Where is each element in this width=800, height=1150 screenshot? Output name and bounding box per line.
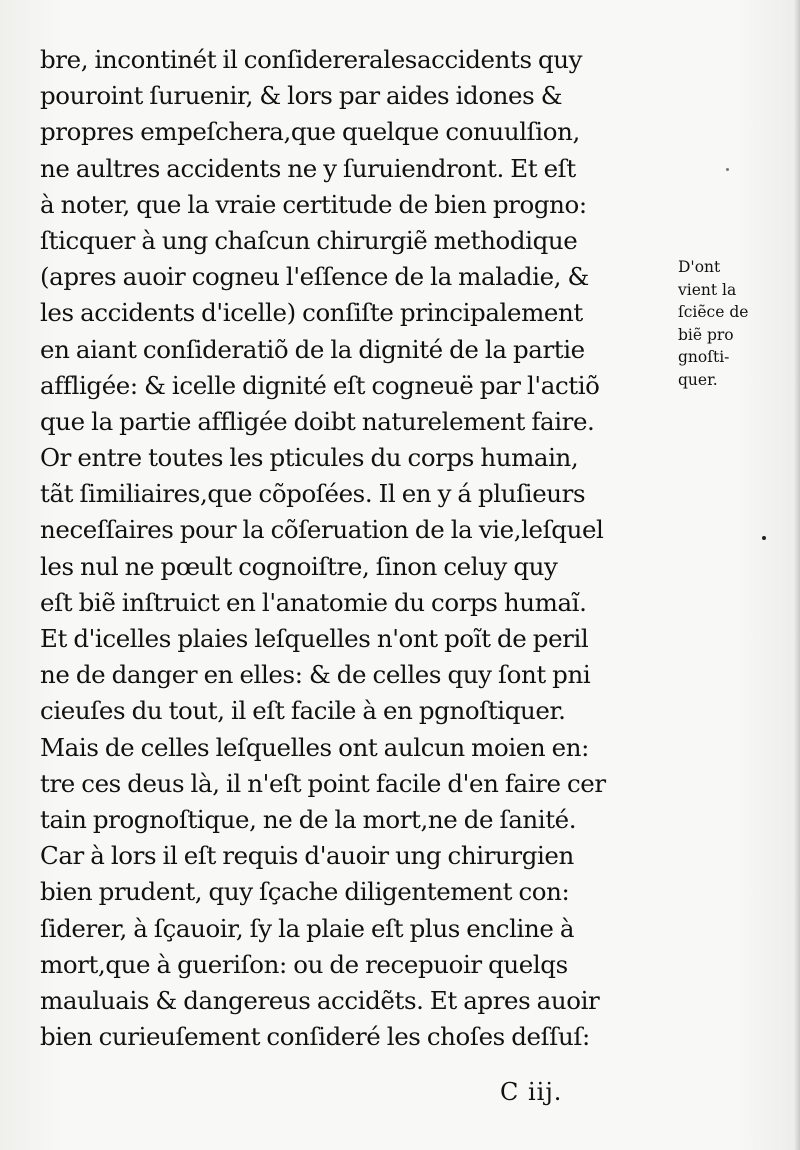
text-line: que la partie affligée doibt naturelement faire. [40, 406, 595, 436]
text-line: les accidents d'icelle) conſiſte principalement [40, 298, 583, 328]
text-line: Or entre toutes les pticules du corps humain, [40, 443, 579, 473]
page-edge-shadow [794, 0, 800, 1150]
text-line: à noter, que la vraie certitude de bien progno: [40, 189, 587, 219]
text-line: les nul ne pœult cognoiſtre, ſinon celuy quy [40, 551, 558, 581]
text-line: Mais de celles leſquelles ont aulcun moien en: [40, 732, 589, 762]
ink-speck [762, 536, 766, 540]
text-line: tre ces deus là, il n'eſt point facile d'en faire cer [40, 768, 606, 798]
text-line: bien curieuſement conſideré les choſes deſſuſ: [40, 1022, 590, 1052]
ink-speck [726, 168, 729, 171]
marginal-note-line: D'ont [678, 258, 721, 276]
text-line: (apres auoir cogneu l'eſſence de la maladie, & [40, 262, 589, 292]
text-line: pouroint ſuruenir, & lors par aides idones & [40, 81, 563, 111]
text-line: ſiderer, à ſçauoir, ſy la plaie eſt plus encline à [40, 913, 575, 943]
marginal-note-line: gnoſti- [678, 348, 730, 366]
marginal-note-line: vient la [678, 280, 737, 299]
marginal-note [678, 256, 778, 391]
text-line: eſt biẽ inſtruict en l'anatomie du corps humaĩ. [40, 587, 587, 617]
text-line: Car à lors il eſt requis d'auoir ung chirurgien [40, 841, 574, 871]
text-line: tãt ſimiliaires,que cõpoſées. Il en y á pluſieurs [40, 479, 586, 509]
text-line: tain prognoſtique, ne de la mort,ne de ſanité. [40, 804, 577, 834]
text-line: mort,que à gueriſon: ou de recepuoir quelqs [40, 949, 568, 979]
text-line: ne aultres accidents ne y ſuruiendront. Et eſt [40, 153, 576, 183]
marginal-note-line: biẽ pro [678, 325, 734, 344]
text-line: Et d'icelles plaies leſquelles n'ont poĩt de peril [40, 624, 589, 653]
text-line: cieuſes du tout, il eſt facile à en pgnoſtiquer. [40, 696, 566, 726]
main-text-block [40, 42, 680, 1055]
text-line: bien prudent, quy ſçache diligentement con: [40, 877, 570, 907]
marginal-note-line: ſciẽce de [678, 303, 749, 321]
text-line: ne de danger en elles: & de celles quy ſont pni [40, 660, 591, 690]
text-line: mauluais & dangereus accidẽts. Et apres auoir [40, 985, 600, 1015]
text-line: affligée: & icelle dignité eſt cogneuë par l'actiõ [40, 370, 600, 400]
text-line: bre, incontinét il conſidereralesaccidents quy [40, 45, 583, 74]
text-line: ſticquer à ung chaſcun chirurgiẽ methodique [40, 225, 578, 255]
text-line: en aiant conſideratiõ de la dignité de la partie [40, 334, 585, 364]
signature-mark: C iij. [500, 1078, 563, 1106]
text-line: neceſſaires pour la cõſeruation de la vie,leſquel [40, 515, 604, 545]
text-line: propres empeſchera,que quelque conuulſion, [40, 117, 580, 147]
marginal-note-line: quer. [678, 370, 718, 389]
